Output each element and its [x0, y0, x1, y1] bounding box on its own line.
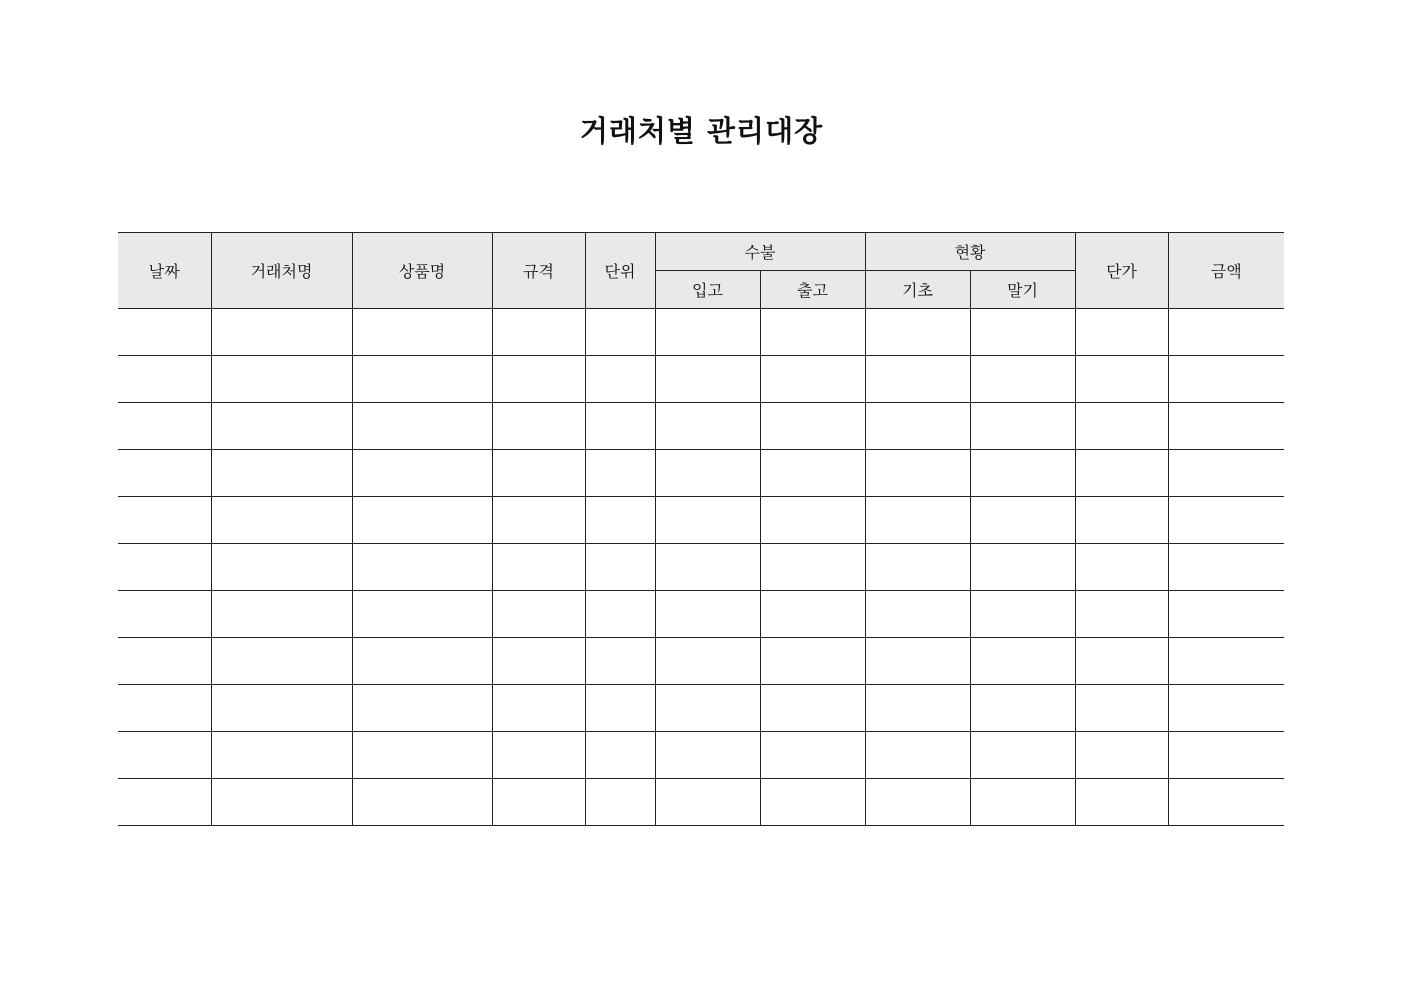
header-date: 날짜 — [118, 233, 211, 309]
cell-date[interactable] — [118, 591, 211, 638]
cell-amount[interactable] — [1168, 685, 1284, 732]
cell-client[interactable] — [211, 779, 352, 826]
cell-unit-price[interactable] — [1075, 309, 1168, 356]
cell-flow-in[interactable] — [655, 591, 760, 638]
cell-flow-out[interactable] — [760, 638, 865, 685]
cell-status-end[interactable] — [970, 779, 1075, 826]
cell-flow-out[interactable] — [760, 450, 865, 497]
cell-flow-in[interactable] — [655, 779, 760, 826]
cell-status-begin[interactable] — [865, 497, 970, 544]
cell-date[interactable] — [118, 685, 211, 732]
cell-client[interactable] — [211, 309, 352, 356]
table-row — [118, 544, 1284, 591]
table-row — [118, 591, 1284, 638]
cell-flow-out[interactable] — [760, 497, 865, 544]
cell-date[interactable] — [118, 403, 211, 450]
cell-amount[interactable] — [1168, 544, 1284, 591]
cell-client[interactable] — [211, 497, 352, 544]
cell-status-end[interactable] — [970, 356, 1075, 403]
cell-amount[interactable] — [1168, 779, 1284, 826]
header-flow-in: 입고 — [655, 271, 760, 309]
cell-unit-price[interactable] — [1075, 403, 1168, 450]
table-row — [118, 638, 1284, 685]
cell-unit-price[interactable] — [1075, 591, 1168, 638]
cell-unit-price[interactable] — [1075, 638, 1168, 685]
cell-status-end[interactable] — [970, 309, 1075, 356]
cell-flow-in[interactable] — [655, 638, 760, 685]
cell-unit[interactable] — [585, 450, 655, 497]
cell-client[interactable] — [211, 356, 352, 403]
cell-product[interactable] — [352, 309, 492, 356]
cell-spec[interactable] — [492, 450, 585, 497]
cell-date[interactable] — [118, 309, 211, 356]
cell-status-end[interactable] — [970, 497, 1075, 544]
cell-unit-price[interactable] — [1075, 356, 1168, 403]
table-row — [118, 309, 1284, 356]
header-flow-out: 출고 — [760, 271, 865, 309]
table-body — [118, 309, 1284, 826]
cell-status-end[interactable] — [970, 544, 1075, 591]
cell-status-begin[interactable] — [865, 685, 970, 732]
cell-unit[interactable] — [585, 779, 655, 826]
cell-product[interactable] — [352, 544, 492, 591]
cell-flow-out[interactable] — [760, 732, 865, 779]
header-status-end: 말기 — [970, 271, 1075, 309]
cell-status-end[interactable] — [970, 638, 1075, 685]
header-row-top — [118, 233, 1284, 271]
cell-flow-in[interactable] — [655, 732, 760, 779]
header-unit: 단위 — [585, 233, 655, 309]
cell-status-end[interactable] — [970, 685, 1075, 732]
ledger-table — [118, 232, 1284, 826]
cell-unit-price[interactable] — [1075, 685, 1168, 732]
cell-product[interactable] — [352, 779, 492, 826]
cell-flow-in[interactable] — [655, 497, 760, 544]
table-row — [118, 685, 1284, 732]
cell-spec[interactable] — [492, 309, 585, 356]
cell-product[interactable] — [352, 638, 492, 685]
cell-unit-price[interactable] — [1075, 779, 1168, 826]
cell-amount[interactable] — [1168, 497, 1284, 544]
cell-date[interactable] — [118, 779, 211, 826]
cell-product[interactable] — [352, 450, 492, 497]
cell-spec[interactable] — [492, 732, 585, 779]
cell-date[interactable] — [118, 497, 211, 544]
cell-status-begin[interactable] — [865, 450, 970, 497]
cell-amount[interactable] — [1168, 732, 1284, 779]
cell-flow-out[interactable] — [760, 309, 865, 356]
cell-flow-in[interactable] — [655, 403, 760, 450]
cell-status-end[interactable] — [970, 450, 1075, 497]
cell-flow-out[interactable] — [760, 779, 865, 826]
cell-status-begin[interactable] — [865, 779, 970, 826]
header-status-begin: 기초 — [865, 271, 970, 309]
cell-product[interactable] — [352, 732, 492, 779]
table-row — [118, 403, 1284, 450]
cell-spec[interactable] — [492, 685, 585, 732]
page-title: 거래처별 관리대장 — [579, 114, 824, 148]
cell-flow-out[interactable] — [760, 591, 865, 638]
cell-status-begin[interactable] — [865, 356, 970, 403]
cell-unit[interactable] — [585, 685, 655, 732]
cell-date[interactable] — [118, 732, 211, 779]
table-row — [118, 356, 1284, 403]
table-row — [118, 497, 1284, 544]
cell-spec[interactable] — [492, 497, 585, 544]
table-row — [118, 779, 1284, 826]
cell-unit[interactable] — [585, 403, 655, 450]
cell-status-begin[interactable] — [865, 309, 970, 356]
cell-client[interactable] — [211, 403, 352, 450]
cell-product[interactable] — [352, 497, 492, 544]
cell-amount[interactable] — [1168, 403, 1284, 450]
cell-spec[interactable] — [492, 403, 585, 450]
header-product: 상품명 — [352, 233, 492, 309]
cell-amount[interactable] — [1168, 450, 1284, 497]
cell-product[interactable] — [352, 403, 492, 450]
cell-flow-in[interactable] — [655, 309, 760, 356]
cell-client[interactable] — [211, 591, 352, 638]
cell-status-begin[interactable] — [865, 732, 970, 779]
header-unit-price: 단가 — [1075, 233, 1168, 309]
table-header — [118, 233, 1284, 309]
cell-unit[interactable] — [585, 544, 655, 591]
cell-status-end[interactable] — [970, 732, 1075, 779]
header-client: 거래처명 — [211, 233, 352, 309]
cell-status-end[interactable] — [970, 403, 1075, 450]
cell-client[interactable] — [211, 685, 352, 732]
cell-unit[interactable] — [585, 309, 655, 356]
cell-unit[interactable] — [585, 638, 655, 685]
cell-status-begin[interactable] — [865, 591, 970, 638]
cell-product[interactable] — [352, 591, 492, 638]
cell-spec[interactable] — [492, 638, 585, 685]
cell-status-begin[interactable] — [865, 403, 970, 450]
cell-client[interactable] — [211, 450, 352, 497]
cell-spec[interactable] — [492, 779, 585, 826]
cell-client[interactable] — [211, 638, 352, 685]
cell-flow-out[interactable] — [760, 685, 865, 732]
cell-unit-price[interactable] — [1075, 544, 1168, 591]
header-spec: 규격 — [492, 233, 585, 309]
header-amount: 금액 — [1168, 233, 1284, 309]
cell-date[interactable] — [118, 450, 211, 497]
cell-unit-price[interactable] — [1075, 450, 1168, 497]
cell-client[interactable] — [211, 544, 352, 591]
cell-unit-price[interactable] — [1075, 732, 1168, 779]
cell-unit[interactable] — [585, 497, 655, 544]
cell-client[interactable] — [211, 732, 352, 779]
header-status-group: 현황 — [865, 233, 1075, 271]
cell-flow-out[interactable] — [760, 403, 865, 450]
cell-status-begin[interactable] — [865, 638, 970, 685]
table-row — [118, 450, 1284, 497]
cell-amount[interactable] — [1168, 309, 1284, 356]
cell-product[interactable] — [352, 685, 492, 732]
cell-spec[interactable] — [492, 544, 585, 591]
cell-flow-in[interactable] — [655, 356, 760, 403]
cell-flow-in[interactable] — [655, 544, 760, 591]
cell-status-end[interactable] — [970, 591, 1075, 638]
cell-unit-price[interactable] — [1075, 497, 1168, 544]
cell-status-begin[interactable] — [865, 544, 970, 591]
cell-unit[interactable] — [585, 356, 655, 403]
cell-spec[interactable] — [492, 356, 585, 403]
cell-unit[interactable] — [585, 732, 655, 779]
cell-amount[interactable] — [1168, 638, 1284, 685]
cell-flow-in[interactable] — [655, 685, 760, 732]
cell-amount[interactable] — [1168, 356, 1284, 403]
cell-unit[interactable] — [585, 591, 655, 638]
cell-date[interactable] — [118, 638, 211, 685]
cell-flow-out[interactable] — [760, 544, 865, 591]
cell-product[interactable] — [352, 356, 492, 403]
cell-date[interactable] — [118, 544, 211, 591]
cell-amount[interactable] — [1168, 591, 1284, 638]
cell-flow-out[interactable] — [760, 356, 865, 403]
table-row — [118, 732, 1284, 779]
cell-spec[interactable] — [492, 591, 585, 638]
header-flow-group: 수불 — [655, 233, 865, 271]
cell-flow-in[interactable] — [655, 450, 760, 497]
cell-date[interactable] — [118, 356, 211, 403]
